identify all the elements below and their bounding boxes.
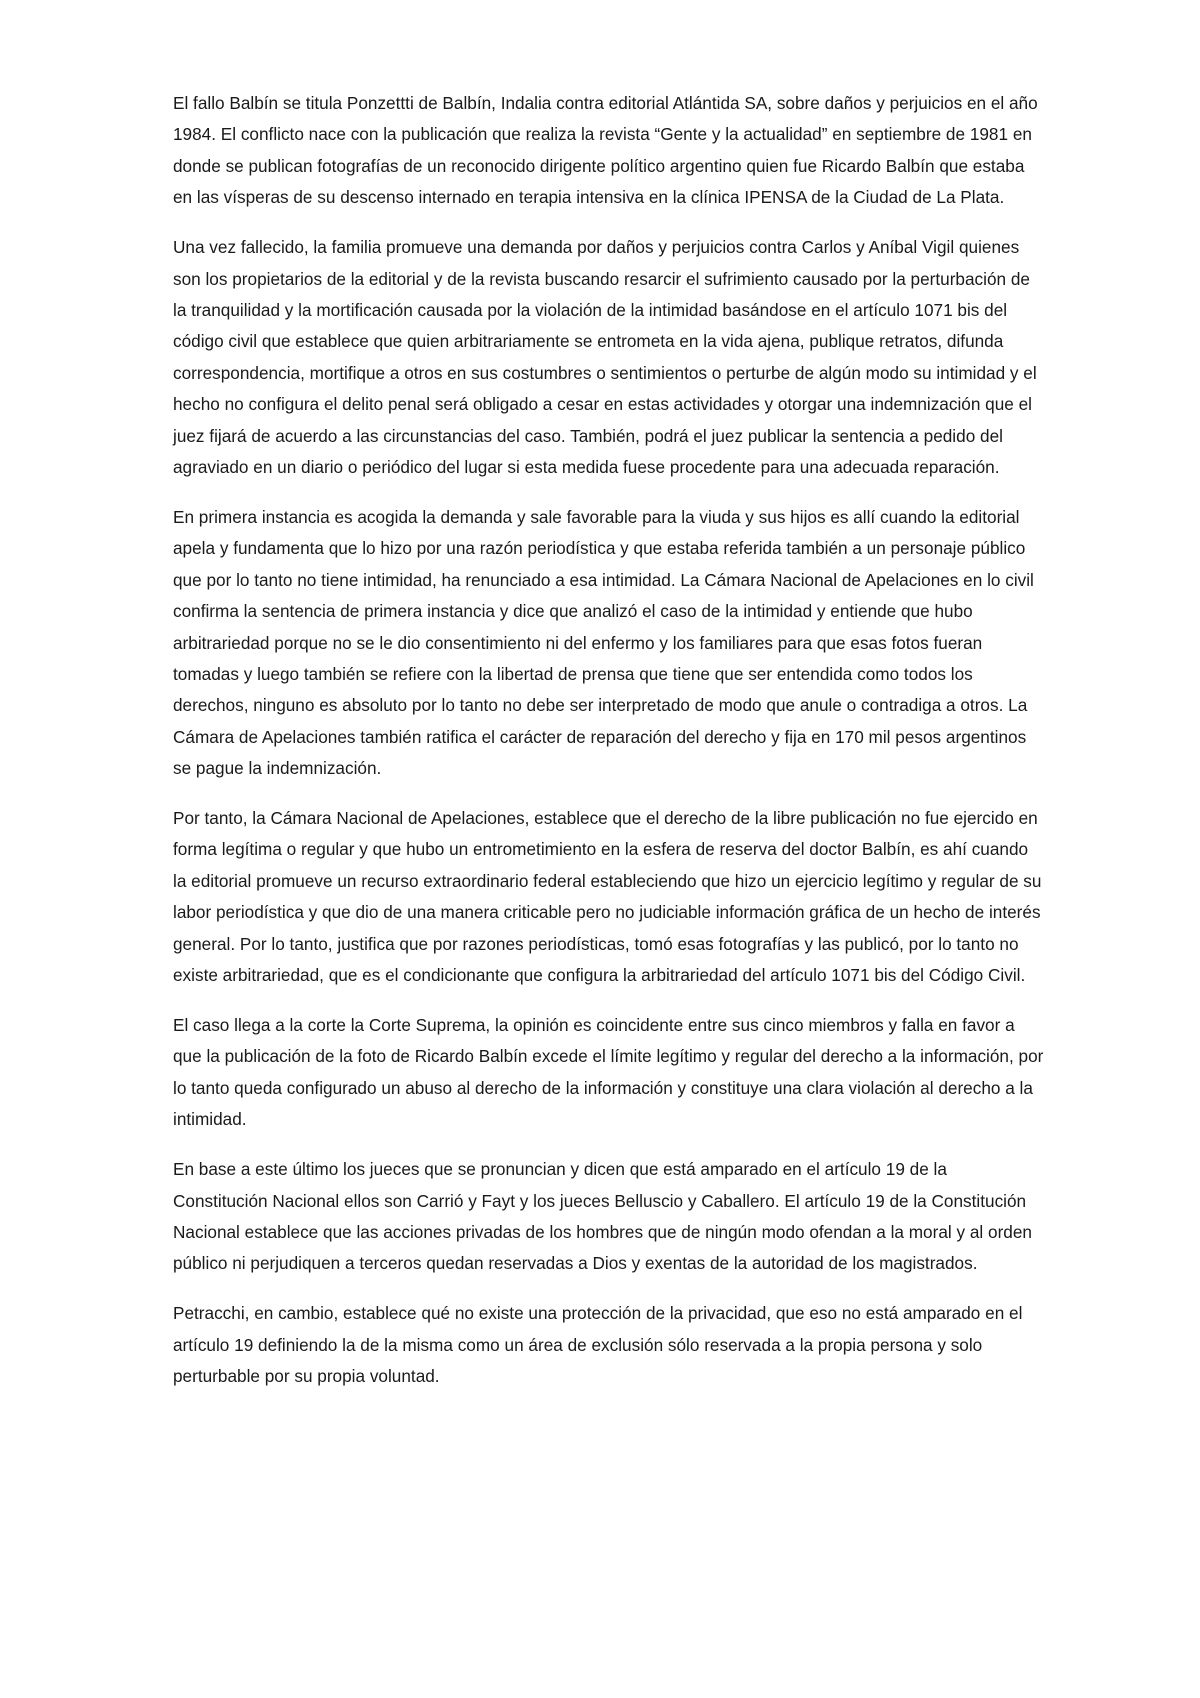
- paragraph-4: Por tanto, la Cámara Nacional de Apelaciones, establece que el derecho de la libre publicación no fue ejercido en forma legítima o regular y que hubo un entrometimiento en la esfera de reserva del doctor Balbín, es ahí cuando la editorial promueve un recurso extraordinario federal estableciendo que hizo un ejercicio legítimo y regular de su labor periodística y que dio de una manera criticable pero no judiciable información gráfica de un hecho de interés general. Por lo tanto, justifica que por razones periodísticas, tomó esas fotografías y las publicó, por lo tanto no existe arbitrariedad, que es el condicionante que configura la arbitrariedad del artículo 1071 bis del Código Civil.: [173, 808, 1042, 986]
- paragraph-2: Una vez fallecido, la familia promueve una demanda por daños y perjuicios contra Carlos y Aníbal Vigil quienes son los propietarios de la editorial y de la revista buscando resarcir el sufrimiento causado por la perturbación de la tranquilidad y la mortificación causada por la violación de la intimidad basándose en el artículo 1071 bis del código civil que establece que quien arbitrariamente se entrometa en la vida ajena, publique retratos, difunda correspondencia, mortifique a otros en sus costumbres o sentimientos o perturbe de algún modo su intimidad y el hecho no configura el delito penal será obligado a cesar en estas actividades y otorgar una indemnización que el juez fijará de acuerdo a las circunstancias del caso. También, podrá el juez publicar la sentencia a pedido del agraviado en un diario o periódico del lugar si esta medida fuese procedente para una adecuada reparación.: [173, 237, 1037, 477]
- paragraph-3: En primera instancia es acogida la demanda y sale favorable para la viuda y sus hijos es allí cuando la editorial apela y fundamenta que lo hizo por una razón periodística y que estaba referida también a un personaje público que por lo tanto no tiene intimidad, ha renunciado a esa intimidad. La Cámara Nacional de Apelaciones en lo civil confirma la sentencia de primera instancia y dice que analizó el caso de la intimidad y entiende que hubo arbitrariedad porque no se le dio consentimiento ni del enfermo y los familiares para que esas fotos fueran tomadas y luego también se refiere con la libertad de prensa que tiene que ser entendida como todos los derechos, ninguno es absoluto por lo tanto no debe ser interpretado de modo que anule o contradiga a otros. La Cámara de Apelaciones también ratifica el carácter de reparación del derecho y fija en 170 mil pesos argentinos se pague la indemnización.: [173, 506, 1034, 779]
- paragraph-7: Petracchi, en cambio, establece qué no existe una protección de la privacidad, que eso no está amparado en el artículo 19 definiendo la de la misma como un área de exclusión sólo reservada a la propia persona y solo perturbable por su propia voluntad.: [173, 1303, 1023, 1387]
- document-body: [173, 88, 1045, 1411]
- paragraph-1: El fallo Balbín se titula Ponzettti de Balbín, Indalia contra editorial Atlántida SA, sobre daños y perjuicios en el año 1984. El conflicto nace con la publicación que realiza la revista “Gente y la actualidad” en septiembre de 1981 en donde se publican fotografías de un reconocido dirigente político argentino quien fue Ricardo Balbín que estaba en las vísperas de su descenso internado en terapia intensiva en la clínica IPENSA de la Ciudad de La Plata.: [173, 93, 1038, 208]
- paragraph-5: El caso llega a la corte la Corte Suprema, la opinión es coincidente entre sus cinco miembros y falla en favor a que la publicación de la foto de Ricardo Balbín excede el límite legítimo y regular del derecho a la información, por lo tanto queda configurado un abuso al derecho de la información y constituye una clara violación al derecho a la intimidad.: [173, 1014, 1044, 1130]
- paragraph-6: En base a este último los jueces que se pronuncian y dicen que está amparado en el artículo 19 de la Constitución Nacional ellos son Carrió y Fayt y los jueces Belluscio y Caballero. El artículo 19 de la Constitución Nacional establece que las acciones privadas de los hombres que de ningún modo ofendan a la moral y al orden público ni perjudiquen a terceros quedan reservadas a Dios y exentas de la autoridad de los magistrados.: [173, 1159, 1032, 1274]
